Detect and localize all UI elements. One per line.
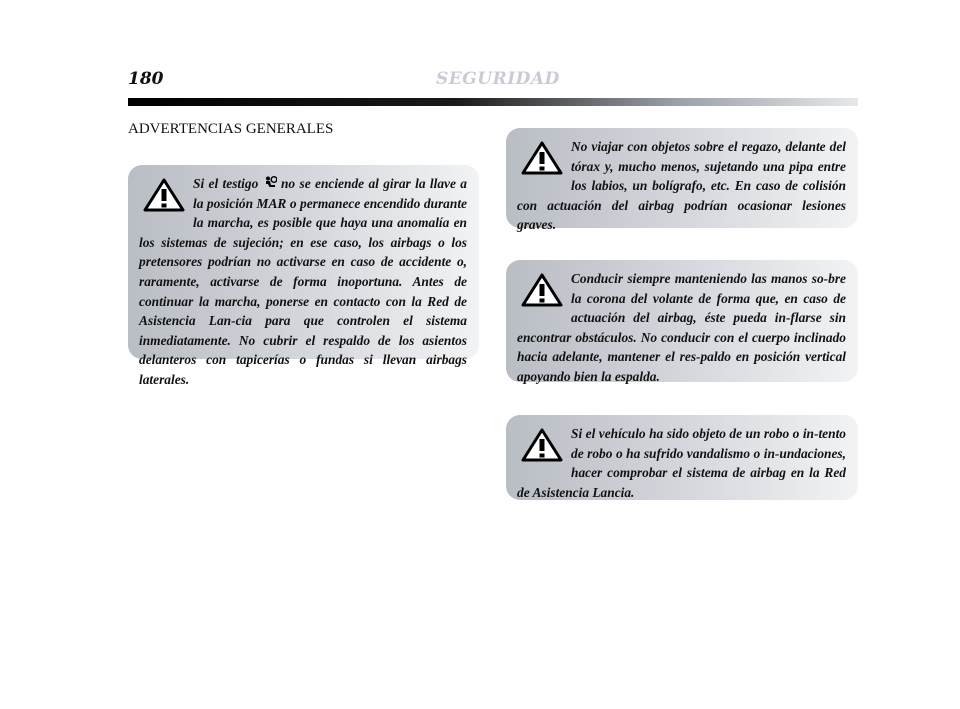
warning-text-body: Conducir siempre manteniendo las manos so-bre la corona del volante de forma que, en caso de actuación del airbag, éste pueda in-flarse sin encontrar obstáculos. No conducir con el cuerpo inclinado hacia adelante, mantener el res-paldo en posición vertical apoyando bien la espalda. [517, 271, 846, 384]
section-title: SEGURIDAD [436, 69, 560, 89]
warning-box-testigo [128, 165, 479, 387]
warning-box-volante [506, 260, 858, 382]
warning-text-body: No viajar con objetos sobre el regazo, delante del tórax y, mucho menos, sujetando una pipa entre los labios, un bolígrafo, etc. En caso de colisión con actuación del airbag podrían ocasionar lesiones graves. [517, 139, 846, 233]
warning-box-regazo [506, 128, 858, 233]
warning-text-body: Si el vehículo ha sido objeto de un robo o in-tento de robo o ha sufrido vandalismo o in-undaciones, hacer comprobar el sistema de airbag en la Red de Asistencia Lancia. [517, 426, 846, 500]
warning-text [517, 137, 846, 235]
warning-text [517, 269, 846, 387]
warning-text [139, 174, 467, 390]
warning-text-part1: Si el testigo [193, 176, 263, 191]
warning-triangle-icon [143, 178, 185, 212]
page-number: 180 [128, 69, 164, 89]
header-rule [128, 98, 858, 106]
warning-text [517, 424, 846, 502]
airbag-warning-light-icon [263, 176, 277, 190]
page-heading: ADVERTENCIAS GENERALES [128, 121, 334, 137]
warning-triangle-icon [521, 273, 563, 307]
warning-text-part2: no se enciende al girar la llave a la posición MAR o permanece encendido durante la marcha, es posible que haya una anomalía en los sistemas de sujeción; en ese caso, los airbags o los pretensores podrían no activarse en caso de accidente o, raramente, activarse de forma inoportuna. Antes de continuar la marcha, ponerse en contacto con la Red de Asistencia Lan-cia para que controlen el sistema inmediatamente. No cubrir el respaldo de los asientos delanteros con tapicerías o fundas si llevan airbags laterales. [139, 176, 467, 387]
warning-triangle-icon [521, 141, 563, 175]
warning-box-robo [506, 415, 858, 500]
warning-triangle-icon [521, 428, 563, 462]
